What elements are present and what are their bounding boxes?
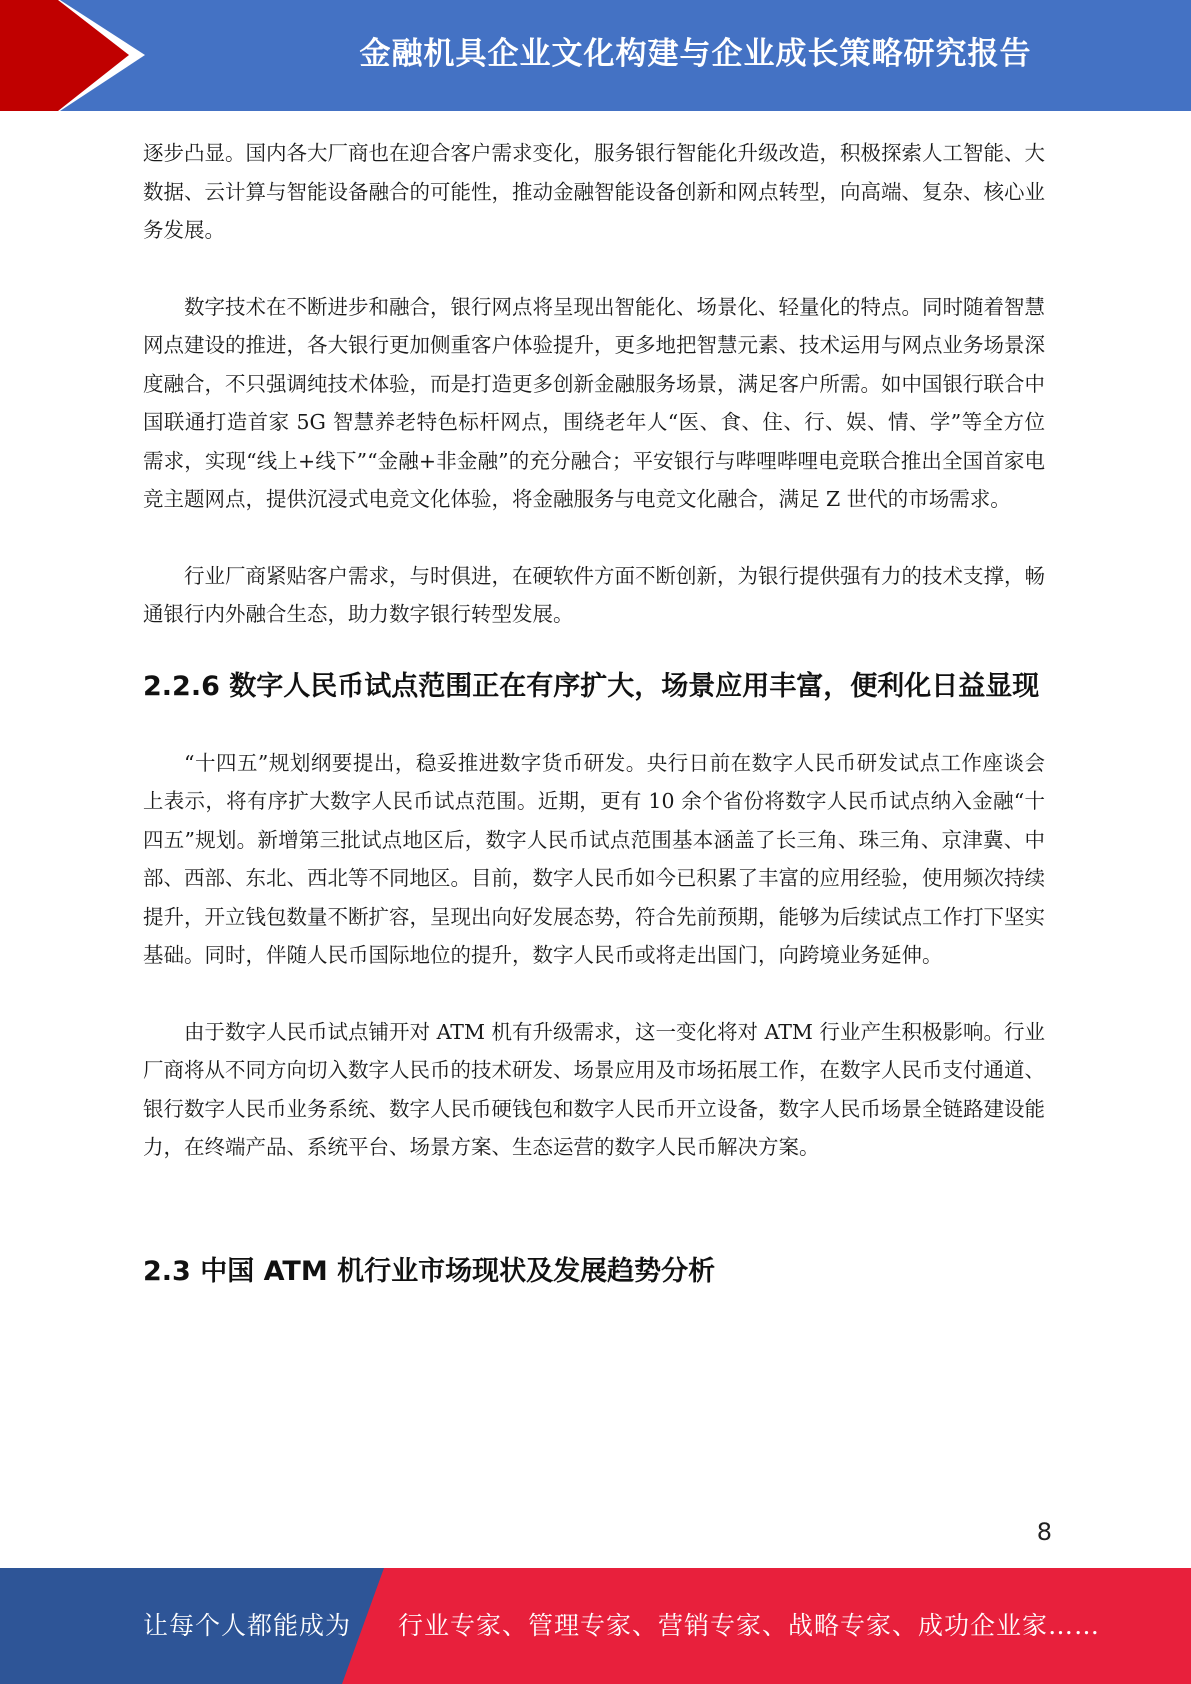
footer-slogan-left: 让每个人都能成为	[143, 1611, 352, 1640]
document-title: 金融机具企业文化构建与企业成长策略研究报告	[359, 36, 1032, 72]
page-header	[0, 0, 1191, 111]
page-number: 8	[1036, 1518, 1052, 1546]
section-heading-2-3: 2.3 中国 ATM 机行业市场现状及发展趋势分析	[143, 1255, 716, 1287]
paragraph-smart-branches: 数字技术在不断进步和融合，银行网点将呈现出智能化、场景化、轻量化的特点。同时随着智慧网点建设的推进，各大银行更加侧重客户体验提升，更多地把智慧元素、技术运用与网点业务场景深度融合，不只强调纯技术体验，而是打造更多创新金融服务场景，满足客户所需。如中国银行联合中国联通打造首家 5G 智慧养老特色标杆网点，围绕老年人“医、食、住、行、娱、情、学”等全方位需求，实现“线上+线下”“金融+非金融”的充分融合；平安银行与哔哩哔哩电竞联合推出全国首家电竞主题网点，提供沉浸式电竞文化体验，将金融服务与电竞文化融合，满足 Z 世代的市场需求。	[143, 294, 1045, 511]
page-content	[143, 134, 1045, 1295]
paragraph-vendors: 行业厂商紧贴客户需求，与时俱进，在硬软件方面不断创新，为银行提供强有力的技术支撑，畅通银行内外融合生态，助力数字银行转型发展。	[143, 563, 1045, 626]
paragraph-continued: 逐步凸显。国内各大厂商也在迎合客户需求变化，服务银行智能化升级改造，积极探索人工智能、大数据、云计算与智能设备融合的可能性，推动金融智能设备创新和网点转型，向高端、复杂、核心业务发展。	[143, 141, 1045, 242]
page-footer	[0, 1568, 1191, 1684]
paragraph-atm-upgrade: 由于数字人民币试点铺开对 ATM 机有升级需求，这一变化将对 ATM 行业产生积极影响。行业厂商将从不同方向切入数字人民币的技术研发、场景应用及市场拓展工作，在数字人民币支付通道、银行数字人民币业务系统、数字人民币硬钱包和数字人民币开立设备，数字人民币场景全链路建设能力，在终端产品、系统平台、场景方案、生态运营的数字人民币解决方案。	[143, 1019, 1045, 1159]
paragraph-digital-rmb-pilot: “十四五”规划纲要提出，稳妥推进数字货币研发。央行日前在数字人民币研发试点工作座谈会上表示，将有序扩大数字人民币试点范围。近期，更有 10 余个省份将数字人民币试点纳入金融“十四五”规划。新增第三批试点地区后，数字人民币试点范围基本涵盖了长三角、珠三角、京津冀、中部、西部、东北、西北等不同地区。目前，数字人民币如今已积累了丰富的应用经验，使用频次持续提升，开立钱包数量不断扩容，呈现出向好发展态势，符合先前预期，能够为后续试点工作打下坚实基础。同时，伴随人民币国际地位的提升，数字人民币或将走出国门，向跨境业务延伸。	[143, 750, 1045, 967]
header-arrow-decoration	[0, 0, 160, 111]
footer-slogan-right: 行业专家、管理专家、营销专家、战略专家、成功企业家……	[398, 1611, 1101, 1640]
section-heading-2-2-6: 2.2.6 数字人民币试点范围正在有序扩大，场景应用丰富，便利化日益显现	[143, 670, 1040, 702]
